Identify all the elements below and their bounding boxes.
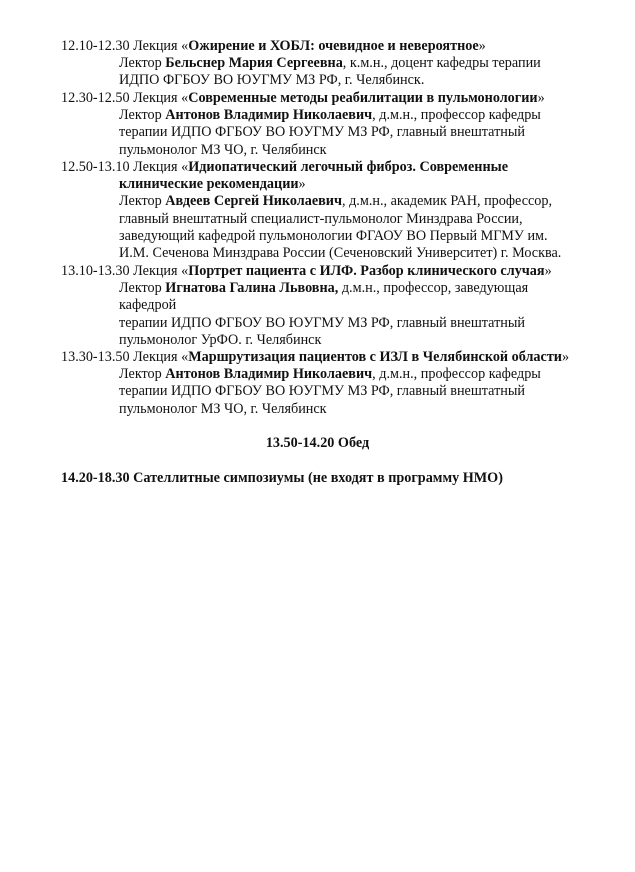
lecturer-affiliation: терапии ИДПО ФГБОУ ВО ЮУГМУ МЗ РФ, главный внештатный [119, 124, 525, 141]
lecturer-line [61, 280, 621, 297]
program-entry-3 [61, 159, 621, 262]
lecturer-name: Бельснер Мария Сергеевна [165, 55, 343, 72]
lecturer-prefix: Лектор [119, 55, 162, 72]
lecturer-prefix: Лектор [119, 193, 162, 210]
lecturer-prefix: Лектор [119, 280, 162, 297]
lecturer-line: Лектор Бельснер Мария Сергеевна, к.м.н., доцент кафедры терапии [119, 55, 541, 72]
entry-kind: Лекция [133, 349, 178, 365]
entry-kind: Лекция [133, 90, 178, 106]
lecturer-prefix: Лектор [119, 107, 162, 124]
lecturer-credentials: к.м.н., доцент кафедры терапии [349, 55, 541, 72]
lecturer-affiliation: кафедрой [119, 297, 177, 314]
entry-title: Маршрутизация пациентов с ИЗЛ в Челябинской области [188, 349, 562, 365]
lecturer-affiliation: пульмонолог УрФО. г. Челябинск [119, 331, 322, 348]
program-entry-1 [61, 38, 621, 90]
lecturer-affiliation: пульмонолог МЗ ЧО, г. Челябинск [119, 400, 327, 417]
entry-time: 12.50-13.10 [61, 159, 130, 175]
program-entry-2 [61, 90, 621, 159]
lecturer-prefix: Лектор [119, 366, 162, 383]
entry-title: Идиопатический легочный фиброз. Современные [188, 159, 508, 175]
entry-header: 12.50-13.10 Лекция «Идиопатический легочный фиброз. Современные [61, 159, 508, 175]
lunch-break: 13.50-14.20 Обед [265, 435, 370, 451]
lecturer-name: Игнатова Галина Львовна, [165, 280, 339, 297]
entry-title: Современные методы реабилитации в пульмонологии [188, 90, 538, 106]
satellite-symposia: 14.20-18.30 Сателлитные симпозиумы (не входят в программу НМО) [61, 470, 503, 486]
lecturer-credentials: д.м.н., академик РАН, профессор, [349, 193, 553, 210]
lecturer-affiliation: И.М. Сеченова Минздрава России (Сеченовский Университет) г. Москва. [119, 245, 562, 262]
entry-time: 12.10-12.30 [61, 38, 130, 54]
lecturer-name: Авдеев Сергей Николаевич [165, 193, 342, 210]
entry-title: Ожирение и ХОБЛ: очевидное и невероятное [188, 38, 479, 54]
lecturer-name: Антонов Владимир Николаевич [165, 366, 373, 383]
lecturer-credentials: д.м.н., профессор кафедры [379, 107, 541, 124]
entry-time: 13.30-13.50 [61, 349, 130, 365]
lecturer-credentials: д.м.н., профессор, заведующая [341, 280, 529, 297]
entry-title-line2: клинические рекомендации [119, 176, 299, 193]
entry-time: 13.10-13.30 [61, 263, 130, 279]
lecturer-affiliation: терапии ИДПО ФГБОУ ВО ЮУГМУ МЗ РФ, главный внештатный [119, 314, 525, 331]
entry-title: Портрет пациента с ИЛФ. Разбор клинического случая [188, 263, 545, 279]
lecturer-affiliation: терапии ИДПО ФГБОУ ВО ЮУГМУ МЗ РФ, главный внештатный [119, 383, 525, 400]
lecturer-affiliation: пульмонолог МЗ ЧО, г. Челябинск [119, 141, 327, 158]
entry-header: 12.30-12.50 Лекция «Современные методы реабилитации в пульмонологии» [61, 90, 545, 106]
lecturer-line: Лектор Авдеев Сергей Николаевич, д.м.н., академик РАН, профессор, [119, 193, 553, 210]
entry-time: 12.30-12.50 [61, 90, 130, 106]
lecturer-affiliation: ИДПО ФГБОУ ВО ЮУГМУ МЗ РФ, г. Челябинск. [119, 72, 425, 89]
program-entry-5 [61, 349, 621, 418]
lecturer-affiliation: главный внештатный специалист-пульмонолог Минздрава России, [119, 210, 523, 227]
lecturer-name: Антонов Владимир Николаевич [165, 107, 373, 124]
entry-header: 12.10-12.30 Лекция «Ожирение и ХОБЛ: очевидное и невероятное» [61, 38, 486, 54]
lecturer-affiliation: заведующий кафедрой пульмонологии ФГАОУ ВО Первый МГМУ им. [119, 227, 548, 244]
lecturer-credentials: д.м.н., профессор кафедры [379, 366, 541, 383]
entry-kind: Лекция [133, 38, 178, 54]
entry-kind: Лекция [133, 263, 178, 279]
lecturer-line: Лектор Антонов Владимир Николаевич, д.м.н., профессор кафедры [119, 366, 541, 383]
lecturer-line: Лектор Антонов Владимир Николаевич, д.м.н., профессор кафедры [119, 107, 541, 124]
entry-title-continued: клинические рекомендации» [119, 176, 306, 193]
entry-header: 13.10-13.30 Лекция «Портрет пациента с ИЛФ. Разбор клинического случая» [61, 263, 552, 279]
entry-kind: Лекция [133, 159, 178, 175]
entry-header: 13.30-13.50 Лекция «Маршрутизация пациентов с ИЗЛ в Челябинской области» [61, 349, 570, 365]
program-entry-4 [61, 263, 621, 349]
